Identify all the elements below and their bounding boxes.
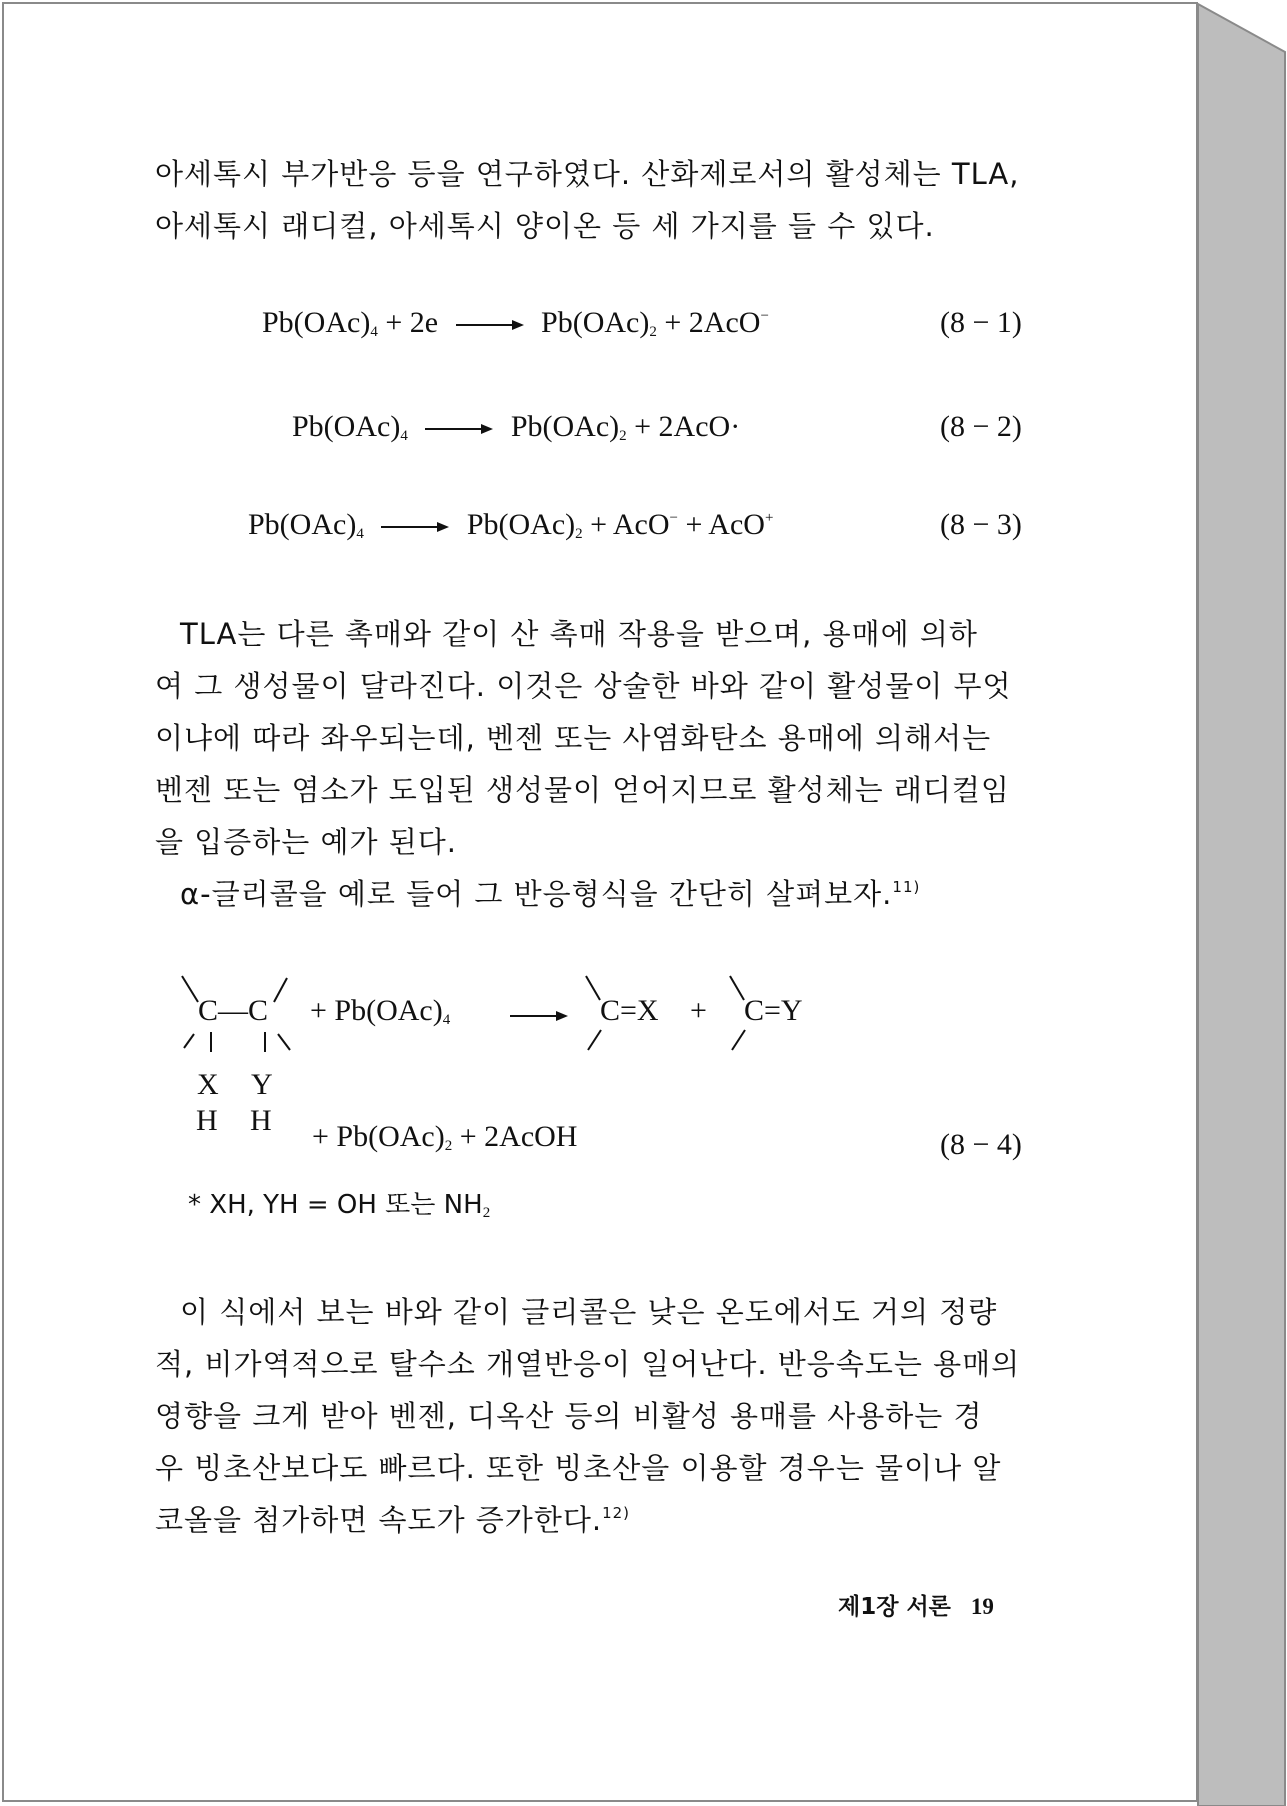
reaction-note: * XH, YH = OH 또는 $NH_2$ (188, 1190, 491, 1221)
paragraph3: α-글리콜을 예로 들어 그 반응형식을 간단히 살펴보자.$^{11)}$ (180, 877, 921, 911)
equation-number-8-4: (8 − 4) (940, 1128, 1022, 1161)
reactant-core: C—C (198, 994, 269, 1027)
chapter-label: 제1장 서론 (838, 1594, 951, 1620)
paragraph4-line-2: 적, 비가역적으로 탈수소 개열반응이 일어난다. 반응속도는 용매의 (155, 1347, 1021, 1381)
paragraph1-line-2: 아세톡시 래디컬, 아세톡시 양이온 등 세 가지를 들 수 있다. (155, 209, 935, 243)
equation-8-1: $Pb(OAc)_4 + 2e$ $Pb(OAc)_2 + 2AcO^-$ (262, 306, 769, 340)
paragraph4-line-1: 이 식에서 보는 바와 같이 글리콜은 낮은 온도에서도 거의 정량 (180, 1295, 998, 1329)
paragraph2-line-5: 을 입증하는 예가 된다. (155, 825, 457, 859)
plus-sign: + (690, 994, 707, 1027)
substituent-y: Y (251, 1068, 273, 1101)
page-number: 19 (970, 1594, 994, 1619)
paragraph2-line-3: 이냐에 따라 좌우되는데, 벤젠 또는 사염화탄소 용매에 의해서는 (155, 721, 992, 755)
hydrogen-1: H (196, 1104, 218, 1137)
paragraph4-line-4: 우 빙초산보다도 빠르다. 또한 빙초산을 이용할 경우는 물이나 알 (155, 1451, 1002, 1485)
product-2: C=Y (744, 994, 803, 1027)
product-1: C=X (600, 994, 659, 1027)
hydrogen-2: H (250, 1104, 272, 1137)
substituent-x: X (197, 1068, 219, 1101)
paragraph2-line-2: 여 그 생성물이 달라진다. 이것은 상술한 바와 같이 활성물이 무엇 (155, 669, 1012, 703)
equation-8-3: $Pb(OAc)_4$ $Pb(OAc)_2 + AcO^- + AcO^+$ (248, 508, 774, 542)
equation-number-8-2: (8 − 2) (940, 410, 1022, 443)
reference-12: 12) (602, 1504, 631, 1522)
paragraph1-line-1: 아세톡시 부가반응 등을 연구하였다. 산화제로서의 활성체는 TLA, (155, 157, 1020, 191)
paragraph4-line-3: 영향을 크게 받아 벤젠, 디옥산 등의 비활성 용매를 사용하는 경 (155, 1399, 983, 1433)
reference-11: 11) (892, 878, 921, 896)
equation-8-2: $Pb(OAc)_4$ $Pb(OAc)_2 + 2AcO\cdot$ (292, 410, 741, 444)
page-footer (838, 1588, 994, 1621)
paragraph2-line-4: 벤젠 또는 염소가 도입된 생성물이 얻어지므로 활성체는 래디컬임 (155, 773, 1010, 807)
byproducts: + $Pb(OAc)_2$ + 2AcOH (312, 1120, 578, 1154)
paragraph2-line-1: TLA는 다른 촉매와 같이 산 촉매 작용을 받으며, 용매에 의하 (180, 617, 978, 651)
paragraph4-line-5: 코올을 첨가하면 속도가 증가한다.$^{12)}$ (155, 1503, 631, 1537)
equation-number-8-3: (8 − 3) (940, 508, 1022, 541)
reagent: + $Pb(OAc)_4$ (310, 994, 451, 1028)
equation-number-8-1: (8 − 1) (940, 306, 1022, 339)
